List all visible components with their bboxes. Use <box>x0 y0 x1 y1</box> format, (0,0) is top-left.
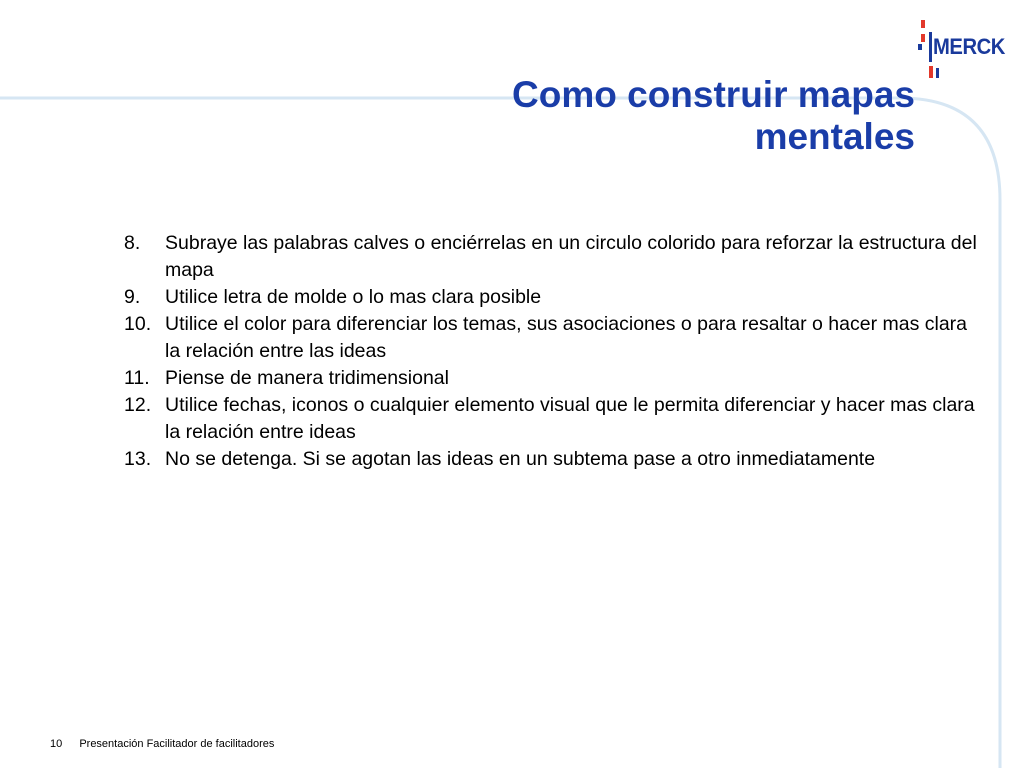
list-item-text: Piense de manera tridimensional <box>165 367 449 389</box>
list-item <box>124 230 984 284</box>
page-title-line-2: mentales <box>754 116 915 157</box>
list-item <box>124 392 984 446</box>
list-item-number: 9. <box>124 286 141 308</box>
list-item <box>124 284 984 311</box>
list-item-number: 13. <box>124 448 152 470</box>
list-item-text: Subraye las palabras calves o enciérrelas en un circulo colorido para reforzar la estructura del mapa <box>165 232 977 281</box>
merck-logo-text: MERCK <box>933 34 1005 59</box>
steps-list <box>124 230 984 473</box>
list-item <box>124 365 984 392</box>
list-item-text: No se detenga. Si se agotan las ideas en un subtema pase a otro inmediatamente <box>165 448 876 470</box>
page-title-line-1: Como construir mapas <box>512 74 915 115</box>
slide-footer <box>50 738 274 750</box>
list-item-number: 8. <box>124 232 141 254</box>
list-item <box>124 311 984 365</box>
list-item-text: Utilice fechas, iconos o cualquier elemento visual que le permita diferenciar y hacer mas clara la relación entre ideas <box>165 394 975 443</box>
list-item-text: Utilice el color para diferenciar los temas, sus asociaciones o para resaltar o hacer mas clara la relación entre las ideas <box>165 313 968 362</box>
page-number: 10 <box>50 738 63 750</box>
page-title <box>512 74 915 158</box>
list-item-number: 12. <box>124 394 152 416</box>
footer-text: Presentación Facilitador de facilitadores <box>79 738 275 750</box>
list-item-number: 10. <box>124 313 152 335</box>
list-item-number: 11. <box>124 367 150 389</box>
list-item-text: Utilice letra de molde o lo mas clara posible <box>165 286 542 308</box>
list-item <box>124 446 984 473</box>
